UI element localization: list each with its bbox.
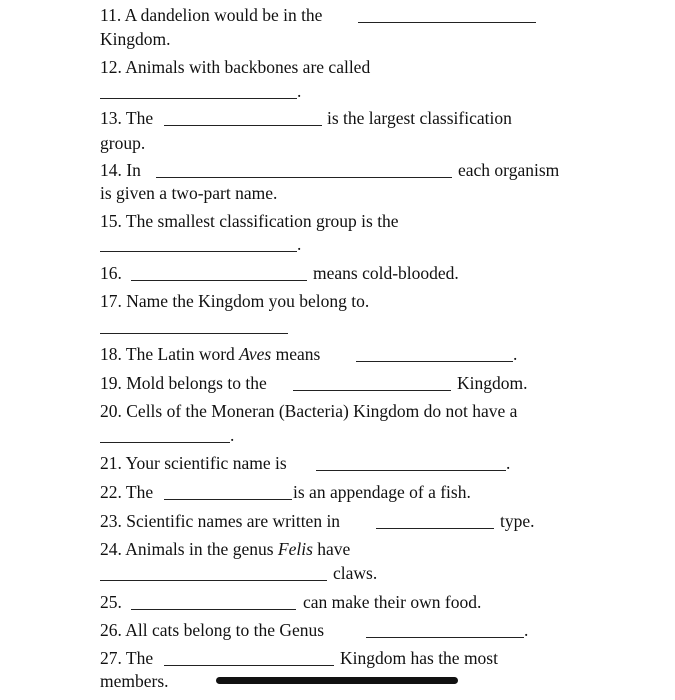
q16-blank[interactable] (131, 280, 307, 281)
q16-text: 16. (100, 263, 122, 283)
q18-text-end: means (271, 344, 321, 364)
q23-text-2: type. (500, 511, 535, 531)
q23-text: 23. Scientific names are written in (100, 511, 341, 531)
q11-text-2: Kingdom. (100, 29, 171, 49)
q13-blank[interactable] (164, 125, 322, 126)
q14-text-2: each organism (458, 160, 560, 180)
q15-end: . (297, 234, 302, 254)
q14-text: 14. In (100, 160, 141, 180)
q18-latin-word: Aves (239, 344, 272, 364)
q23-blank[interactable] (376, 528, 494, 529)
q14-text-3: is given a two-part name. (100, 183, 278, 203)
q24-text (100, 539, 350, 559)
q27-text-2: Kingdom has the most (340, 648, 498, 668)
q16-text-2: means cold-blooded. (313, 263, 459, 283)
q13-text-3: group. (100, 133, 146, 153)
q22-text-2: is an appendage of a fish. (293, 482, 471, 502)
q26-end: . (524, 620, 529, 640)
q18-blank[interactable] (356, 361, 513, 362)
q25-text: 25. (100, 592, 122, 612)
q22-blank[interactable] (164, 499, 292, 500)
q26-text: 26. All cats belong to the Genus (100, 620, 325, 640)
q27-text: 27. The (100, 648, 154, 668)
q21-text: 21. Your scientific name is (100, 453, 287, 473)
q11-blank[interactable] (358, 22, 536, 23)
q14-blank[interactable] (156, 177, 452, 178)
q24-blank[interactable] (100, 580, 327, 581)
q20-text: 20. Cells of the Moneran (Bacteria) Kingdom do not have a (100, 401, 518, 421)
q26-blank[interactable] (366, 637, 524, 638)
q18-end: . (513, 344, 518, 364)
q21-end: . (506, 453, 511, 473)
q25-blank[interactable] (131, 609, 296, 610)
q19-blank[interactable] (293, 390, 451, 391)
q24-text-start: 24. Animals in the genus (100, 539, 278, 559)
q18-text (100, 344, 320, 364)
q25-text-2: can make their own food. (303, 592, 482, 612)
q15-blank[interactable] (100, 251, 297, 252)
q20-end: . (230, 425, 235, 445)
q24-text-end: have (312, 539, 351, 559)
q13-text-2: is the largest classification (327, 108, 512, 128)
q27-blank[interactable] (164, 665, 334, 666)
q19-text-2: Kingdom. (457, 373, 528, 393)
q24-genus-name: Felis (277, 539, 313, 559)
q22-text: 22. The (100, 482, 154, 502)
q13-text: 13. The (100, 108, 154, 128)
q20-blank[interactable] (100, 442, 230, 443)
q21-blank[interactable] (316, 470, 506, 471)
q11-text: 11. A dandelion would be in the (100, 5, 323, 25)
home-indicator-bar[interactable] (216, 677, 458, 684)
q18-text-start: 18. The Latin word (100, 344, 240, 364)
q24-text-2: claws. (333, 563, 378, 583)
q17-blank[interactable] (100, 333, 288, 334)
q15-text: 15. The smallest classification group is the (100, 211, 399, 231)
q12-text: 12. Animals with backbones are called (100, 57, 371, 77)
q27-text-3: members. (100, 671, 169, 691)
q12-blank[interactable] (100, 98, 297, 99)
q17-text: 17. Name the Kingdom you belong to. (100, 291, 370, 311)
q12-end: . (297, 81, 302, 101)
q19-text: 19. Mold belongs to the (100, 373, 267, 393)
